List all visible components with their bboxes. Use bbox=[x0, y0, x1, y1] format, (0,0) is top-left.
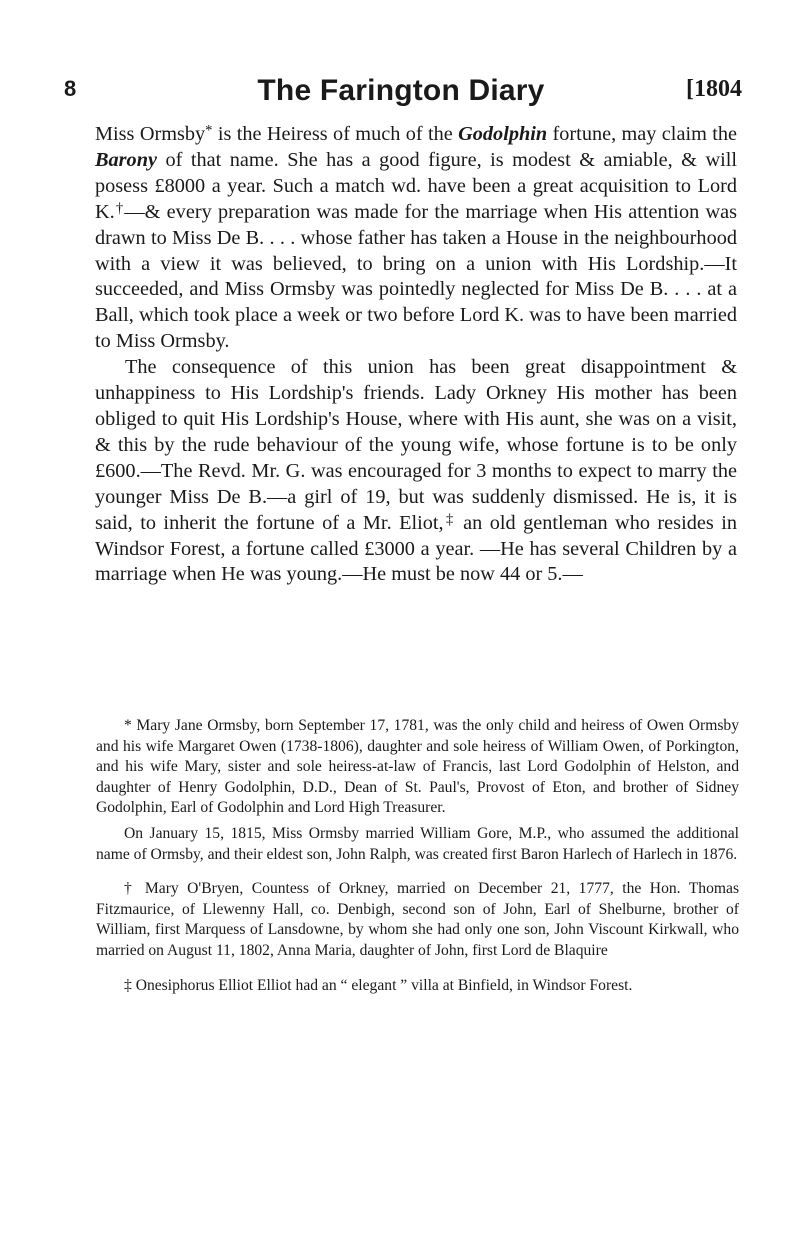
footnote-text: Mary O'Bryen, Countess of Orkney, married on December 21, 1777, the Hon. Thomas Fitzmaurice, of Llewenny Hall, co. Denbigh, second son of John, Earl of Shelburne, brother of William, first Marquess of Lansdowne, by whom she had only one son, John Viscount Kirkwall, who married on August 11, 1802, Anna Maria, daughter of John, first Lord de Blaquire bbox=[96, 880, 740, 959]
text-run: The consequence of this union has been great disappointment & unhappiness to His Lordship's friends. Lady Orkney His mother has been obliged to quit His Lordship's House, where with His aunt, she was on a visit, & this by the rude behaviour of the young wife, whose fortune is to be only £600.—The Revd. Mr. G. was encouraged for 3 months to expect to marry the younger Miss De B.—a girl of 19, but was suddenly dismissed. He is, it is said, to inherit the fortune of a Mr. Eliot, bbox=[95, 356, 737, 534]
footnote-ref-dagger: † bbox=[114, 200, 125, 217]
footnote-text: Mary Jane Ormsby, born September 17, 1781, was the only child and heiress of Owen Ormsby and his wife Margaret Owen (1738-1806), daughter and sole heiress of William Owen, of Porkington, and his wife Mary, sister and sole heiress-at-law of Francis, last Lord Godolphin of Helston, and daughter of Henry Godolphin, D.D., Dean of St. Paul's, Provost of Eton, and brother of Sidney Godolphin, Earl of Godolphin and Lord High Treasurer. bbox=[96, 717, 739, 817]
footnote-marker: * bbox=[124, 717, 132, 734]
main-text bbox=[95, 122, 737, 588]
paragraph-1 bbox=[95, 122, 737, 355]
text-run: fortune, may claim the bbox=[547, 123, 737, 145]
paragraph-2 bbox=[95, 355, 737, 588]
footnote-dagger bbox=[96, 879, 739, 961]
emphasis-godolphin: Godolphin bbox=[458, 123, 548, 145]
page-number: 8 bbox=[64, 76, 77, 101]
footnote-ref-star: * bbox=[205, 122, 213, 139]
text-run: an old gentleman who resides in Windsor Forest, a fortune called £3000 a year. —He has several Children by a marriage when He was young.—He must be now 44 or 5.— bbox=[95, 511, 737, 586]
emphasis-barony: Barony bbox=[95, 148, 157, 171]
footnote-marker: ‡ bbox=[124, 976, 132, 994]
footnote-text: Onesiphorus Elliot Elliot had an “ elegant ” villa at Binfield, in Windsor Forest. bbox=[131, 976, 633, 994]
footnote-star bbox=[96, 716, 739, 819]
footnote-ref-double-dagger: ‡ bbox=[443, 511, 456, 528]
page-header bbox=[64, 74, 742, 114]
running-title: The Farington Diary bbox=[257, 74, 545, 107]
running-year: [1804 bbox=[686, 76, 742, 102]
footnote-marker: † bbox=[124, 880, 137, 898]
footnotes bbox=[96, 716, 739, 1001]
footnote-star-continued: On January 15, 1815, Miss Ormsby married William Gore, M.P., who assumed the additional name of Ormsby, and their eldest son, John Ralph, was created first Baron Harlech of Harlech in 1876. bbox=[96, 824, 739, 863]
footnote-double-dagger bbox=[96, 976, 739, 997]
text-run: is the Heiress of much of the bbox=[212, 123, 459, 145]
text-run: —& every preparation was made for the marriage when His attention was drawn to Miss De B. . . . whose father has taken a House in the neighbourhood with a view it was believed, to bring on a union with His Lordship.—It succeeded, and Miss Ormsby was pointedly neglected for Miss De B. . . . at a Ball, which took place a week or two before Lord K. was to have been married to Miss Ormsby. bbox=[95, 200, 737, 353]
text-run: of that name. She has a good figure, is modest & amiable, & will posess £8000 a year. Such a match wd. have been a great acquisition to Lord K. bbox=[95, 148, 737, 223]
text-run: Miss Ormsby bbox=[95, 123, 206, 145]
